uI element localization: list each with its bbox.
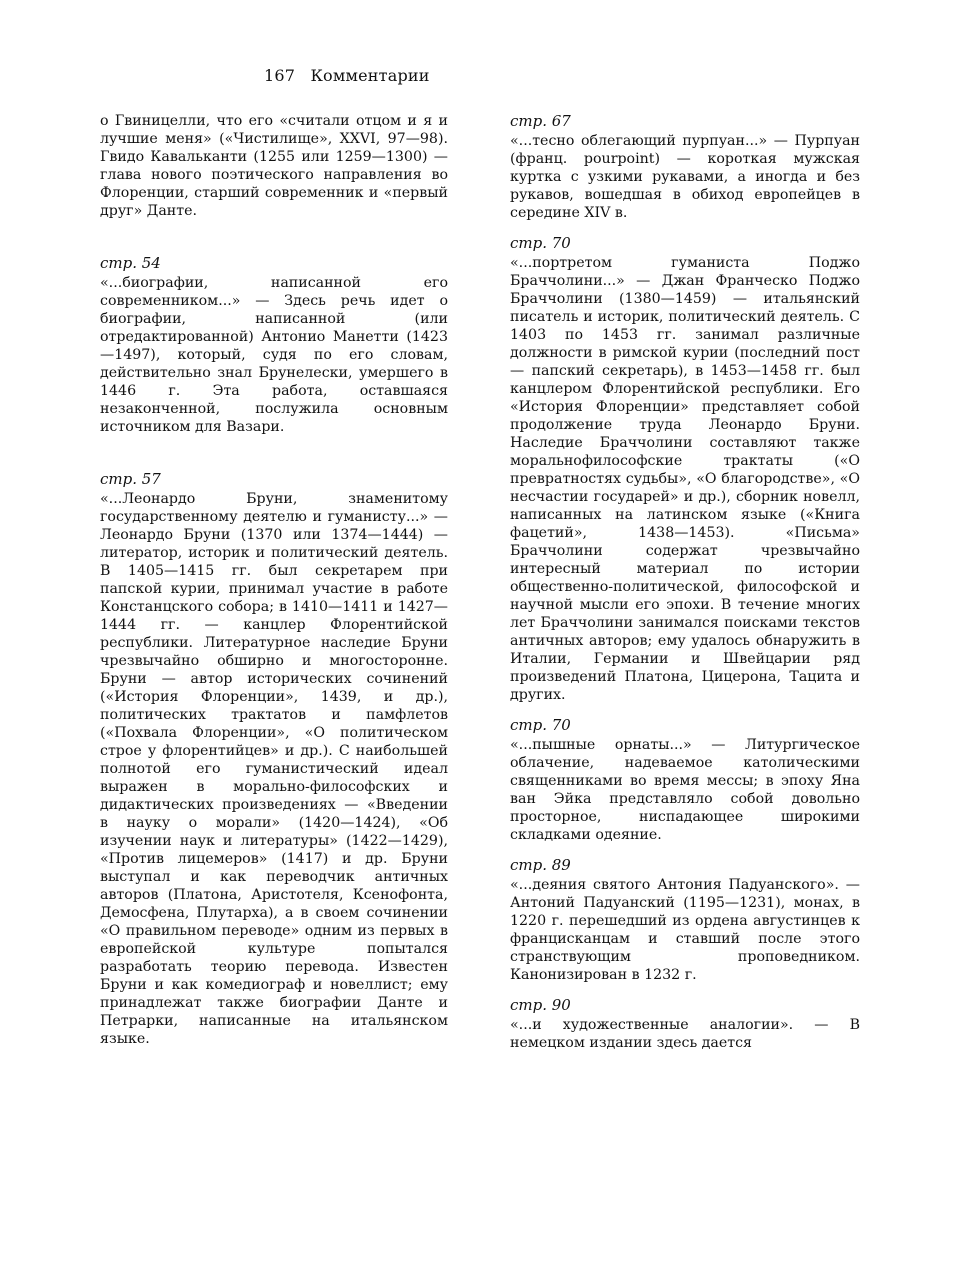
page-reference: стр. 70 bbox=[510, 234, 571, 252]
section-title: Комментарии bbox=[310, 66, 430, 85]
commentary-entry bbox=[510, 112, 860, 222]
right-column bbox=[510, 112, 860, 1052]
page-reference: стр. 90 bbox=[510, 996, 571, 1014]
commentary-text: «...деяния святого Антония Падуанского». — Антоний Падуанский (1195—1231), монах, в 1220 г. перешедший из ордена августинцев к францисканцам и ставший после этого странствующим проповедником. Канонизирован в 1232 г. bbox=[510, 877, 860, 983]
page-number: 167 bbox=[264, 66, 296, 85]
page-reference: стр. 67 bbox=[510, 112, 571, 130]
commentary-text: «...биографии, написанной его современником...» — Здесь речь идет о биографии, написанной (или отредактированной) Антонио Манетти (1423—1497), который, судя по его словам, действительно знал Брунелески, умершего в 1446 г. Эта работа, оставшаяся незаконченной, послужила основным источником для Вазари. bbox=[100, 275, 448, 435]
commentary-text: «...Леонардо Бруни, знаменитому государственному деятелю и гуманисту...» — Леонардо Бруни (1370 или 1374—1444) — литератор, историк и политический деятель. В 1405—1415 гг. был секретарем при папской курии, принимал участие в работе Констанцского собора; в 1410—1411 и 1427—1444 гг. — канцлер Флорентийской республики. Литературное наследие Бруни чрезвычайно обширно и многосторонне. Бруни — автор исторических сочинений («История Флоренции», 1439, и др.), политических трактатов и памфлетов («Похвала Флоренции», «О политическом строе у флорентийцев» и др.). С наибольшей полнотой его гуманистический идеал выражен в морально-философских и дидактических произведениях — «Введении в науку о морали» (1420—1424), «Об изучении наук и литературы» (1422—1429), «Против лицемеров» (1417) и др. Бруни выступал и как переводчик античных авторов (Платона, Аристотеля, Ксенофонта, Демосфена, Плутарха), а в своем сочинении «О правильном переводе» одним из первых в европейской культуре попытался разработать теорию перевода. Известен Бруни и как комедиограф и новеллист; ему принадлежат также биографии Данте и Петрарки, написанные на итальянском языке. bbox=[100, 491, 448, 1047]
commentary-entry bbox=[510, 996, 860, 1052]
commentary-entry bbox=[510, 716, 860, 844]
commentary-entry bbox=[100, 470, 448, 1048]
left-column bbox=[100, 112, 448, 1048]
commentary-text: «...и художественные аналогии». — В немецком издании здесь дается bbox=[510, 1017, 860, 1051]
page-reference: стр. 70 bbox=[510, 716, 571, 734]
page-reference: стр. 57 bbox=[100, 470, 161, 488]
page-reference: стр. 54 bbox=[100, 254, 161, 272]
commentary-entry bbox=[100, 254, 448, 436]
commentary-text: «...портретом гуманиста Поджо Браччолини...» — Джан Франческо Поджо Браччолини (1380—1459) — итальянский писатель и историк, политический деятель. С 1403 по 1453 гг. занимал различные должности в римской курии (последний пост — папский секретарь), в 1453—1458 гг. был канцлером Флорентийской республики. Его «История Флоренции» представляет собой продолжение труда Леонардо Бруни. Наследие Браччолини составляют также моральнофилософские трактаты («О превратностях судьбы», «О благородстве», «О несчастии государей» и др.), сборник новелл, написанных на латинском языке («Книга фацетий», 1438—1453). «Письма» Браччолини содержат чрезвычайно интересный материал по истории общественно-политической, философской и научной мысли его эпохи. В течение многих лет Браччолини занимался поисками текстов античных авторов; ему удалось обнаружить в Италии, Германии и Швейцарии ряд произведений Платона, Цицерона, Тацита и других. bbox=[510, 255, 860, 703]
page-header bbox=[264, 66, 430, 85]
commentary-entry bbox=[510, 234, 860, 704]
commentary-text: «...пышные орнаты...» — Литургическое облачение, надеваемое католическими священниками во время мессы; в эпоху Яна ван Эйка представляло собой довольно просторное, ниспадающее широкими складками одеяние. bbox=[510, 737, 860, 843]
intro-paragraph: о Гвиницелли, что его «считали отцом и я и лучшие меня» («Чистилище», XXVI, 97—98). Гвидо Кавальканти (1255 или 1259—1300) — глава нового поэтического направления во Флоренции, старший современник и «первый друг» Данте. bbox=[100, 113, 448, 219]
commentary-entry bbox=[510, 856, 860, 984]
commentary-text: «...тесно облегающий пурпуан...» — Пурпуан (франц. pourpoint) — короткая мужская куртка с узкими рукавами, а иногда и без рукавов, вошедшая в обиход европейцев в середине XIV в. bbox=[510, 133, 860, 221]
page-reference: стр. 89 bbox=[510, 856, 571, 874]
